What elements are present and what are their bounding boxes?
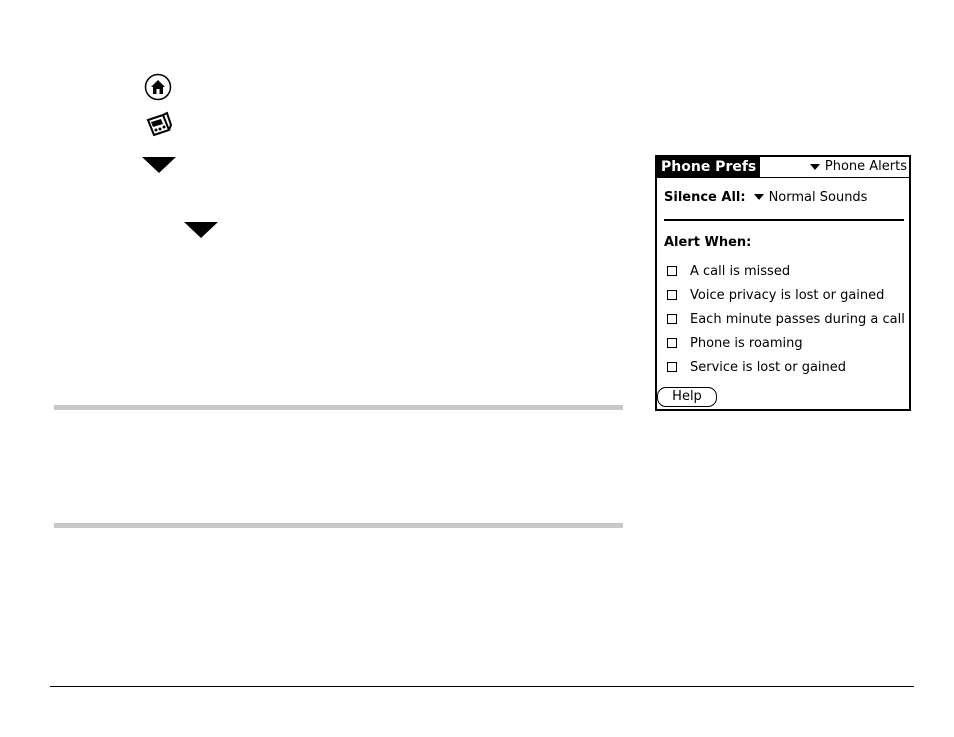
- footer-divider: [50, 686, 914, 687]
- checkbox[interactable]: [667, 290, 677, 300]
- applications-icon[interactable]: [143, 111, 173, 139]
- screen-divider: [664, 219, 904, 221]
- checkbox-item[interactable]: [667, 283, 905, 307]
- alert-checkbox-list: [667, 259, 905, 379]
- checkbox[interactable]: [667, 338, 677, 348]
- checkbox[interactable]: [667, 314, 677, 324]
- section-divider: [54, 405, 623, 410]
- checkbox-item[interactable]: [667, 307, 905, 331]
- checkbox-label: Service is lost or gained: [690, 359, 847, 375]
- checkbox-label: Each minute passes during a call: [690, 311, 905, 327]
- phone-prefs-screen: [655, 155, 911, 411]
- screen-title: Phone Prefs: [657, 157, 760, 177]
- alert-when-heading: Alert When:: [664, 235, 752, 250]
- silence-all-picker[interactable]: [754, 190, 868, 205]
- silence-all-label: Silence All:: [664, 189, 746, 205]
- triangle-down-icon: [810, 164, 820, 170]
- checkbox-item[interactable]: [667, 355, 905, 379]
- triangle-down-icon: [184, 222, 218, 238]
- checkbox[interactable]: [667, 266, 677, 276]
- silence-all-row: [664, 188, 867, 206]
- checkbox[interactable]: [667, 362, 677, 372]
- triangle-down-icon: [754, 194, 764, 200]
- checkbox-label: A call is missed: [690, 263, 791, 279]
- section-divider: [54, 523, 623, 528]
- checkbox-label: Phone is roaming: [690, 335, 803, 351]
- checkbox-item[interactable]: [667, 259, 905, 283]
- category-label: Phone Alerts: [824, 159, 907, 174]
- checkbox-item[interactable]: [667, 331, 905, 355]
- category-picker[interactable]: [810, 157, 907, 177]
- title-bar: [657, 157, 909, 178]
- help-button[interactable]: Help: [657, 387, 717, 407]
- home-icon[interactable]: [144, 73, 172, 101]
- triangle-down-icon: [142, 157, 176, 173]
- checkbox-label: Voice privacy is lost or gained: [690, 287, 885, 303]
- silence-all-value: Normal Sounds: [768, 189, 868, 205]
